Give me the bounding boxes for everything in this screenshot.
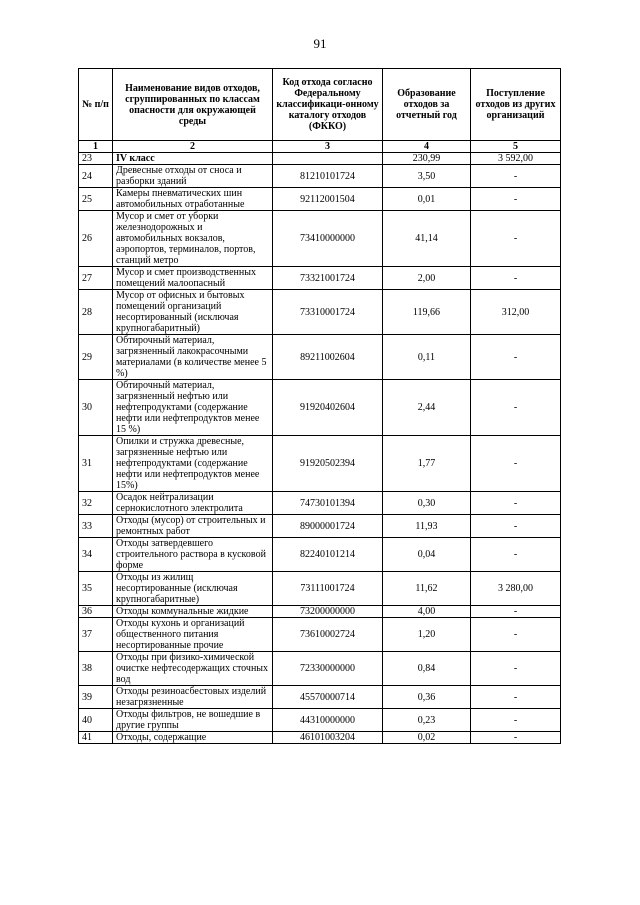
formed-amount: 2,44: [383, 380, 471, 436]
waste-name: Отходы коммунальные жидкие: [113, 606, 273, 618]
column-index-row: [79, 141, 561, 153]
column-index: 5: [471, 141, 561, 153]
formed-amount: 1,77: [383, 436, 471, 492]
formed-amount: 119,66: [383, 290, 471, 335]
formed-amount: 11,62: [383, 572, 471, 606]
header-received: Поступление отходов из других организаций: [471, 69, 561, 141]
table-row: [79, 211, 561, 267]
column-index: 4: [383, 141, 471, 153]
table-row: [79, 686, 561, 709]
formed-amount: 4,00: [383, 606, 471, 618]
waste-table: [78, 68, 561, 744]
row-number: 40: [79, 709, 113, 732]
table-row: [79, 188, 561, 211]
fkko-code: 73410000000: [273, 211, 383, 267]
fkko-code: 73610002724: [273, 618, 383, 652]
received-amount: 3 592,00: [471, 153, 561, 165]
formed-amount: 41,14: [383, 211, 471, 267]
fkko-code: 89211002604: [273, 335, 383, 380]
formed-amount: 0,23: [383, 709, 471, 732]
waste-name: Отходы резиноасбестовых изделий незагрязненные: [113, 686, 273, 709]
row-number: 27: [79, 267, 113, 290]
received-amount: -: [471, 211, 561, 267]
row-number: 34: [79, 538, 113, 572]
fkko-code: 44310000000: [273, 709, 383, 732]
row-number: 26: [79, 211, 113, 267]
formed-amount: 11,93: [383, 515, 471, 538]
table-row: [79, 165, 561, 188]
header-row: [79, 69, 561, 141]
fkko-code: [273, 153, 383, 165]
formed-amount: 0,04: [383, 538, 471, 572]
table-row: [79, 436, 561, 492]
row-number: 38: [79, 652, 113, 686]
waste-name: Камеры пневматических шин автомобильных отработанные: [113, 188, 273, 211]
table-row: [79, 290, 561, 335]
waste-name: Отходы, содержащие: [113, 732, 273, 744]
waste-name: Отходы (мусор) от строительных и ремонтных работ: [113, 515, 273, 538]
received-amount: -: [471, 436, 561, 492]
formed-amount: 1,20: [383, 618, 471, 652]
row-number: 31: [79, 436, 113, 492]
table-row: [79, 732, 561, 744]
row-number: 24: [79, 165, 113, 188]
formed-amount: 0,02: [383, 732, 471, 744]
row-number: 30: [79, 380, 113, 436]
fkko-code: 72330000000: [273, 652, 383, 686]
fkko-code: 73321001724: [273, 267, 383, 290]
waste-name: Отходы при физико-химической очистке нефтесодержащих сточных вод: [113, 652, 273, 686]
waste-name: Отходы фильтров, не вошедшие в другие группы: [113, 709, 273, 732]
fkko-code: 92112001504: [273, 188, 383, 211]
received-amount: -: [471, 606, 561, 618]
received-amount: 312,00: [471, 290, 561, 335]
fkko-code: 89000001724: [273, 515, 383, 538]
row-number: 23: [79, 153, 113, 165]
formed-amount: 0,11: [383, 335, 471, 380]
waste-name: Мусор от офисных и бытовых помещений организаций несортированный (исключая крупногабаритный): [113, 290, 273, 335]
table-row: [79, 572, 561, 606]
row-number: 37: [79, 618, 113, 652]
header-num: № п/п: [79, 69, 113, 141]
table-row: [79, 606, 561, 618]
table-row: [79, 538, 561, 572]
received-amount: -: [471, 188, 561, 211]
fkko-code: 46101003204: [273, 732, 383, 744]
header-formed: Образование отходов за отчетный год: [383, 69, 471, 141]
received-amount: -: [471, 732, 561, 744]
fkko-code: 74730101394: [273, 492, 383, 515]
row-number: 33: [79, 515, 113, 538]
waste-name: Отходы кухонь и организаций общественного питания несортированные прочие: [113, 618, 273, 652]
received-amount: -: [471, 515, 561, 538]
formed-amount: 0,01: [383, 188, 471, 211]
table-row: [79, 267, 561, 290]
waste-name: IV класс: [113, 153, 273, 165]
received-amount: -: [471, 709, 561, 732]
waste-name: Древесные отходы от сноса и разборки зданий: [113, 165, 273, 188]
fkko-code: 91920502394: [273, 436, 383, 492]
waste-name: Отходы из жилищ несортированные (исключая крупногабаритные): [113, 572, 273, 606]
header-name: Наименование видов отходов, сгруппированных по классам опасности для окружающей среды: [113, 69, 273, 141]
waste-name: Опилки и стружка древесные, загрязненные нефтью или нефтепродуктами (содержание нефти или нефтепродуктов менее 15%): [113, 436, 273, 492]
received-amount: -: [471, 492, 561, 515]
table-row: [79, 709, 561, 732]
row-number: 29: [79, 335, 113, 380]
fkko-code: 82240101214: [273, 538, 383, 572]
column-index: 3: [273, 141, 383, 153]
table-body: [79, 153, 561, 744]
table-row: [79, 515, 561, 538]
received-amount: -: [471, 538, 561, 572]
row-number: 39: [79, 686, 113, 709]
formed-amount: 0,84: [383, 652, 471, 686]
waste-name: Осадок нейтрализации сернокислотного электролита: [113, 492, 273, 515]
received-amount: -: [471, 335, 561, 380]
row-number: 32: [79, 492, 113, 515]
fkko-code: 73200000000: [273, 606, 383, 618]
waste-name: Обтирочный материал, загрязненный лакокрасочными материалами (в количестве менее 5 %): [113, 335, 273, 380]
fkko-code: 45570000714: [273, 686, 383, 709]
table-row: [79, 618, 561, 652]
fkko-code: 91920402604: [273, 380, 383, 436]
header-code: Код отхода согласно Федеральному классификаци-онному каталогу отходов (ФККО): [273, 69, 383, 141]
fkko-code: 73310001724: [273, 290, 383, 335]
table-row: [79, 335, 561, 380]
waste-name: Мусор и смет производственных помещений малоопасный: [113, 267, 273, 290]
table-row: [79, 652, 561, 686]
received-amount: 3 280,00: [471, 572, 561, 606]
received-amount: -: [471, 618, 561, 652]
formed-amount: 3,50: [383, 165, 471, 188]
formed-amount: 2,00: [383, 267, 471, 290]
waste-name: Мусор и смет от уборки железнодорожных и автомобильных вокзалов, аэропортов, терминалов, портов, станций метро: [113, 211, 273, 267]
formed-amount: 0,36: [383, 686, 471, 709]
formed-amount: 0,30: [383, 492, 471, 515]
fkko-code: 81210101724: [273, 165, 383, 188]
waste-name: Отходы затвердевшего строительного раствора в кусковой форме: [113, 538, 273, 572]
row-number: 35: [79, 572, 113, 606]
table-row: [79, 492, 561, 515]
column-index: 2: [113, 141, 273, 153]
table-row: [79, 380, 561, 436]
table-row: [79, 153, 561, 165]
fkko-code: 73111001724: [273, 572, 383, 606]
row-number: 25: [79, 188, 113, 211]
waste-name: Обтирочный материал, загрязненный нефтью или нефтепродуктами (содержание нефти или нефтепродуктов менее 15 %): [113, 380, 273, 436]
row-number: 28: [79, 290, 113, 335]
row-number: 41: [79, 732, 113, 744]
row-number: 36: [79, 606, 113, 618]
page-number: 91: [313, 36, 327, 51]
formed-amount: 230,99: [383, 153, 471, 165]
received-amount: -: [471, 652, 561, 686]
received-amount: -: [471, 380, 561, 436]
received-amount: -: [471, 686, 561, 709]
column-index: 1: [79, 141, 113, 153]
received-amount: -: [471, 165, 561, 188]
received-amount: -: [471, 267, 561, 290]
